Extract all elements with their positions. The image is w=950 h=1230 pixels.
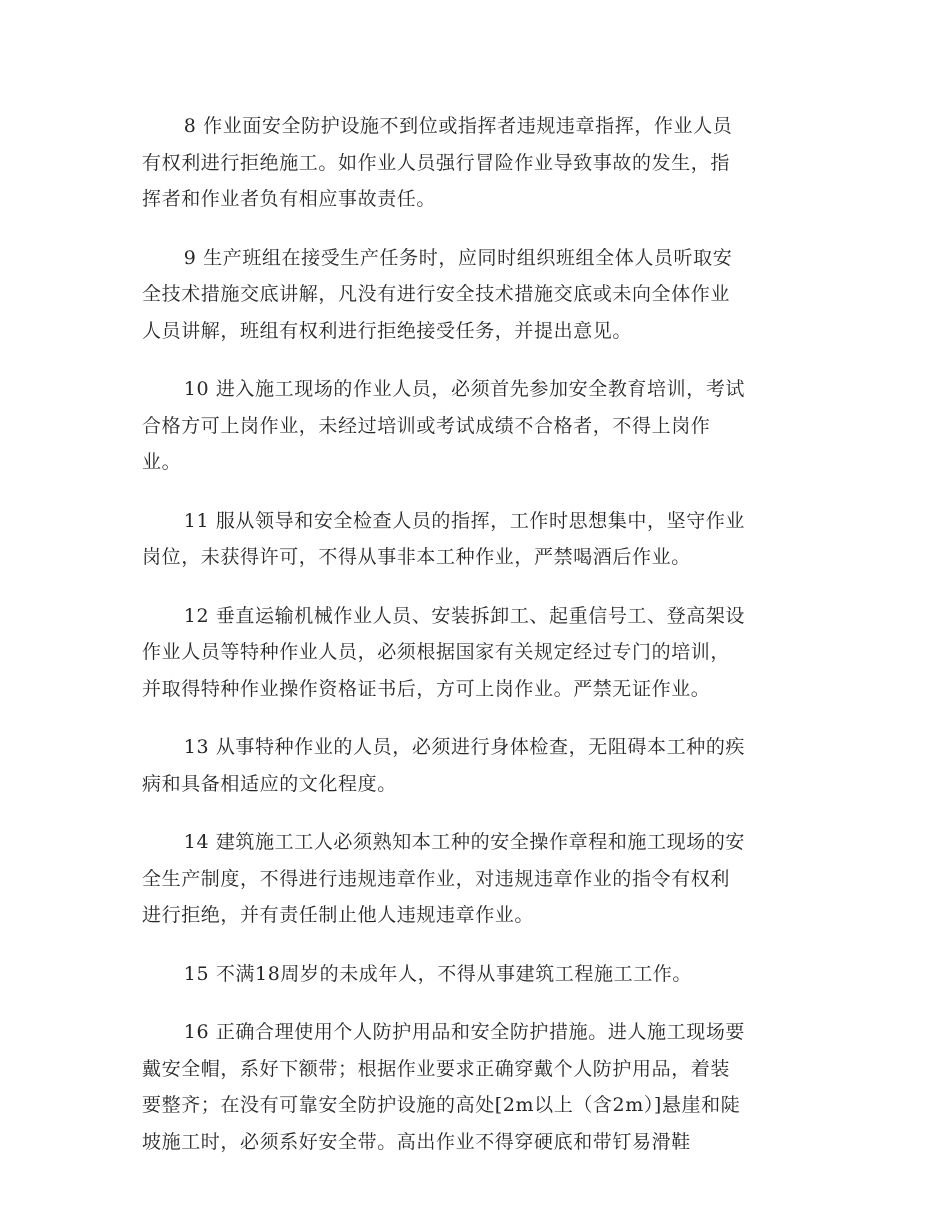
paragraph-line: 坡施工时，必须系好安全带。高出作业不得穿硬底和带钉易滑鞋 — [142, 1130, 691, 1153]
paragraph-13 — [142, 729, 810, 802]
paragraph-line: 全技术措施交底讲解，凡没有进行安全技术措施交底或未向全体作业 — [142, 283, 731, 305]
paragraph-line: 人员讲解，班组有权利进行拒绝接受任务，并提出意见。 — [142, 319, 633, 342]
paragraph-line: 作业人员等特种作业人员，必须根据国家有关规定经过专门的培训， — [142, 641, 731, 663]
paragraph-line: 16 正确合理使用个人防护用品和安全防护措施。进人施工现场要 — [183, 1021, 746, 1043]
paragraph-15 — [142, 956, 810, 993]
paragraph-line: 10 进入施工现场的作业人员，必须首先参加安全教育培训，考试 — [183, 378, 746, 400]
paragraph-line: 并取得特种作业操作资格证书后，方可上岗作业。严禁无证作业。 — [142, 677, 711, 700]
paragraph-14 — [142, 824, 810, 934]
paragraph-line: 岗位，未获得许可，不得从事非本工种作业，严禁喝酒后作业。 — [142, 546, 691, 568]
document-body — [142, 108, 810, 1182]
paragraph-line: 13 从事特种作业的人员，必须进行身体检查，无阻碍本工种的疾 — [183, 736, 746, 758]
paragraph-16 — [142, 1014, 810, 1160]
paragraph-line: 全生产制度，不得进行违规违章作业，对违规违章作业的指令有权利 — [142, 867, 731, 890]
paragraph-line: 11 服从领导和安全检查人员的指挥，工作时思想集中，坚守作业 — [183, 509, 746, 532]
paragraph-8 — [142, 108, 810, 218]
paragraph-line: 15 不满18周岁的未成年人，不得从事建筑工程施工工作。 — [183, 962, 692, 985]
paragraph-9 — [142, 240, 810, 350]
paragraph-line: 进行拒绝，并有责任制止他人违规违章作业。 — [142, 904, 535, 926]
paragraph-line: 14 建筑施工工人必须熟知本工种的安全操作章程和施工现场的安 — [183, 831, 746, 853]
paragraph-line: 合格方可上岗作业，未经过培训或考试成绩不合格者，不得上岗作 — [142, 414, 711, 437]
paragraph-10 — [142, 371, 810, 481]
paragraph-line: 挥者和作业者负有相应事故责任。 — [142, 188, 437, 210]
paragraph-line: 有权利进行拒绝施工。如作业人员强行冒险作业导致事故的发生，指 — [142, 151, 731, 174]
paragraph-line: 业。 — [142, 451, 182, 473]
paragraph-line: 要整齐；在没有可靠安全防护设施的高处[2m以上（含2m）]悬崖和陡 — [142, 1094, 741, 1116]
paragraph-line: 戴安全帽，系好下额带；根据作业要求正确穿戴个人防护用品，着装 — [142, 1057, 731, 1080]
paragraph-line: 病和具备相适应的文化程度。 — [142, 772, 397, 795]
paragraph-12 — [142, 598, 810, 708]
paragraph-11 — [142, 503, 810, 576]
paragraph-line: 8 作业面安全防护设施不到位或指挥者违规违章指挥，作业人员 — [183, 115, 733, 137]
paragraph-line: 9 生产班组在接受生产任务时，应同时组织班组全体人员听取安 — [183, 246, 733, 269]
paragraph-line: 12 垂直运输机械作业人员、安装拆卸工、起重信号工、登高架设 — [183, 604, 746, 627]
